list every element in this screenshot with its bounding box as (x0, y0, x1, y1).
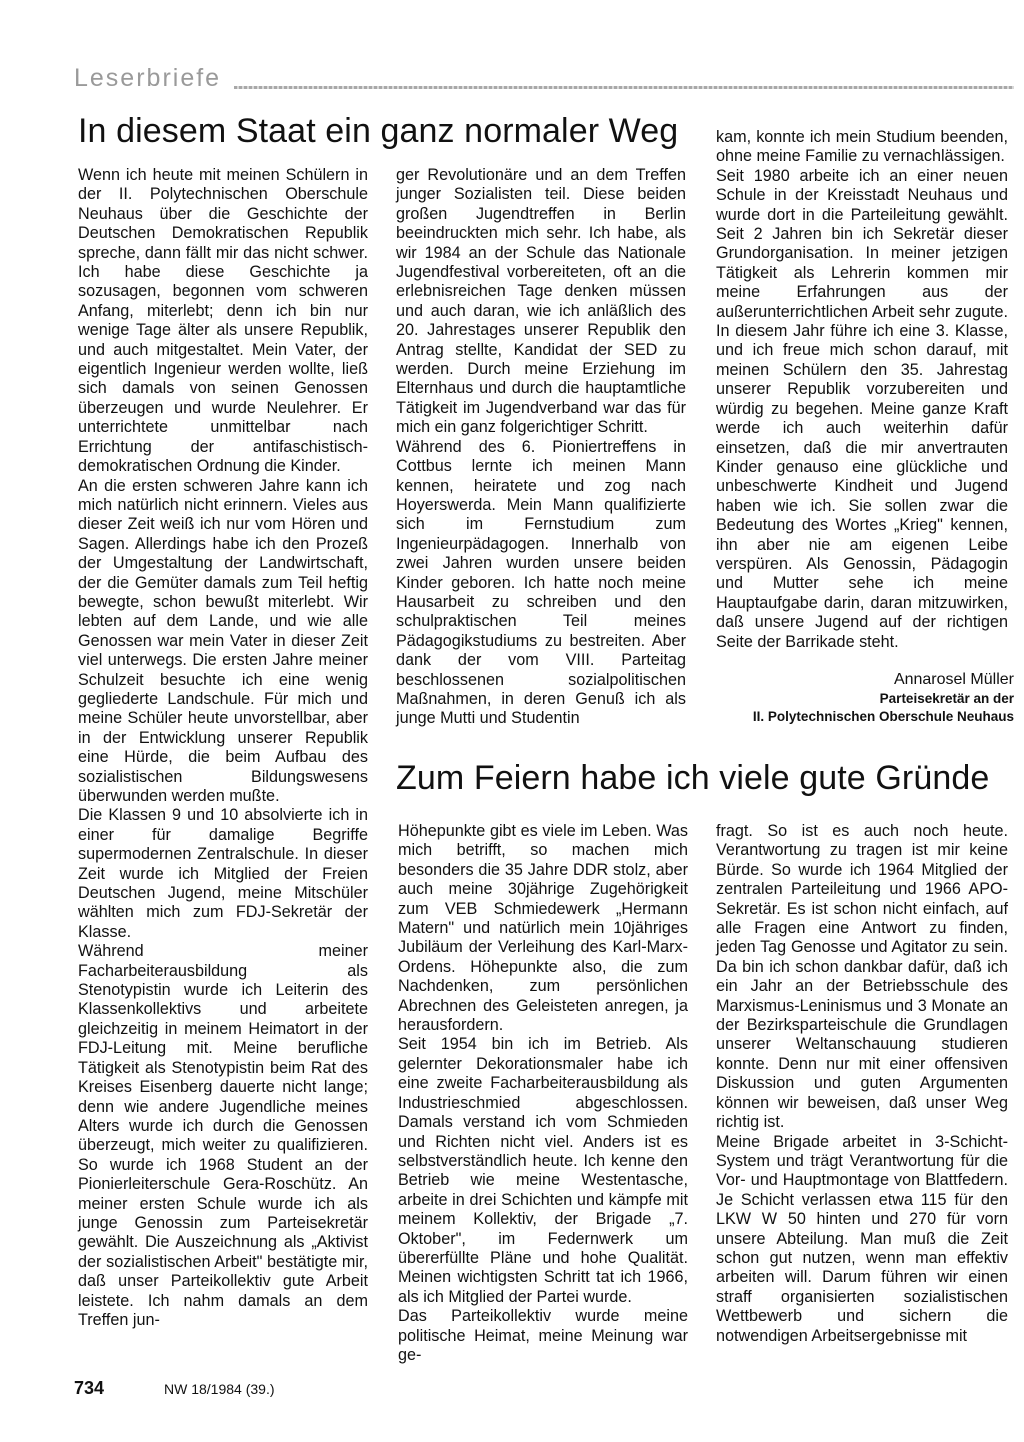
section-header (74, 64, 1014, 104)
section-rule (234, 86, 1014, 89)
paragraph: Wenn ich heute mit meinen Schülern in der II. Polytechnischen Oberschule Neuhaus über die Geschichte der Deutschen Demokratischen Republik spreche, dann fällt mir das nicht schwer. Ich habe diese Geschichte ja sozusagen, begonnen vom schweren Anfang, miterlebt; denn ich bin nur wenige Tage älter als unsere Republik, und auch mitgestaltet. Mein Vater, der eigentlich Ingenieur werden wollte, ließ sich damals von seinen Genossen überzeugen und wurde Neulehrer. Er unterrichtete unmittelbar nach Errichtung der antifaschistisch-demokratischen Ordnung die Kinder. (78, 166, 368, 476)
paragraph: Seit 1980 arbeite ich an einer neuen Schule in der Kreisstadt Neuhaus und wurde dort in die Parteileitung gewählt. Seit 2 Jahren bin ich Sekretär dieser Grundorganisation. In meiner jetzigen Tätigkeit als Lehrerin kommen mir meine Erfahrungen aus der außerunterrichtlichen Arbeit sehr zugute. In diesem Jahr führe ich eine 3. Klasse, und ich freue mich schon darauf, mit meinen Schülern den 35. Jahrestag unserer Republik vorzubereiten und würdig zu begehen. Meine ganze Kraft werde ich auch weiterhin dafür einsetzen, daß die mir anvertrauten Kinder genauso eine glückliche und unbeschwerte Kindheit und Jugend haben wie ich. Sie sollen zwar die Bedeutung des Wortes „Krieg" kennen, ihn aber nie am eigenen Leibe verspüren. Als Genossin, Pädagogin und Mutter sehe ich meine Hauptaufgabe darin, daran mitzuwirken, daß unsere Jugend auf der richtigen Seite der Barrikade steht. (716, 166, 1008, 651)
article2-headline: Zum Feiern habe ich viele gute Gründe (396, 759, 990, 797)
article2-column-2 (716, 822, 1008, 1346)
issue-reference: NW 18/1984 (39.) (164, 1381, 275, 1397)
paragraph: Während des 6. Pioniertreffens in Cottbus lernte ich meinen Mann kennen, heiratete und zog nach Hoyerswerda. Mein Mann qualifizierte sich im Fernstudium zum Ingenieurpädagogen. Innerhalb von zwei Jahren wurden unsere beiden Kinder geboren. Ich hatte noch meine Hausarbeit zu schreiben und den schulpraktischen Teil meines Pädagogikstudiums zu bestreiten. Aber dank der vom VIII. Parteitag beschlossenen sozialpolitischen Maßnahmen, in deren Genuß ich als junge Mutti und Studentin (396, 437, 686, 728)
article1-column-1 (78, 166, 368, 1330)
paragraph: Die Klassen 9 und 10 absolvierte ich in einer für damalige Begriffe supermodernen Zentralschule. In dieser Zeit wurde ich Mitglied der Freien Deutschen Jugend, meine Mitschüler wählten mich zum FDJ-Sekretär der Klasse. (78, 806, 368, 941)
paragraph: An die ersten schweren Jahre kann ich mich natürlich nicht erinnern. Vieles aus dieser Zeit weiß ich nur vom Hören und Sagen. Allerdings habe ich den Prozeß der Umgestaltung der Landwirtschaft, der die Gemüter damals zum Teil heftig bewegte, schon bewußt miterlebt. Wir lebten auf dem Lande, und wie alle Genossen war mein Vater in dieser Zeit viel unterwegs. Die ersten Jahre meiner Schulzeit besuchte ich eine wenig gegliederte Landschule. Für mich und meine Schüler heute unvorstellbar, aber in der Entwicklung unserer Republik eine Hürde, die beim Aufbau des sozialistischen Bildungswesens überwunden werden mußte. (78, 476, 368, 805)
page-number: 734 (74, 1378, 105, 1398)
page-footer (74, 1378, 474, 1402)
paragraph: kam, konnte ich mein Studium beenden, ohne meine Familie zu vernachlässigen. (716, 128, 1008, 166)
signature-block (712, 670, 1014, 726)
section-label: Leserbriefe (74, 64, 222, 92)
author-school: II. Polytechnischen Oberschule Neuhaus (752, 709, 1014, 724)
article2-column-1 (398, 822, 688, 1365)
paragraph: Während meiner Facharbeiterausbildung als Stenotypistin wurde ich Leiterin des Klassenkollektivs und arbeitete gleichzeitig in meinem Heimatort in der FDJ-Leitung mit. Meine berufliche Tätigkeit als Stenotypistin beim Rat des Kreises Eisenberg dauerte nicht lange; denn wie andere Jugendliche meines Alters wurde ich durch die Genossen überzeugt, mich weiter zu qualifizieren. So wurde ich 1968 Student an der Pionierleiterschule Gera-Roschütz. An meiner ersten Schule wurde ich als junge Genossin zum Parteisekretär gewählt. Die Auszeichnung als „Aktivist der sozialistischen Arbeit" bestätigte mir, daß unser Parteikollektiv gute Arbeit leistete. Ich nahm damals an dem Treffen jun- (78, 942, 368, 1329)
author-name: Annarosel Müller (893, 671, 1014, 688)
paragraph: fragt. So ist es auch noch heute. Verantwortung zu tragen ist mir keine Bürde. So wurde ich 1964 Mitglied der zentralen Parteileitung und 1966 APO-Sekretär. Es ist schon nicht einfach, auf alle Fragen eine Antwort zu finden, jeden Tag Genosse und Agitator zu sein. Da bin ich schon dankbar dafür, daß ich ein Jahr an der Betriebsschule des Marxismus-Leninismus und 3 Monate an der Bezirksparteischule die Grundlagen unserer Weltanschauung studieren konnte. Denn nur mit einer offensiven Diskussion und guten Argumenten können wir beweisen, daß unser Weg richtig ist. (716, 822, 1008, 1132)
paragraph: ger Revolutionäre und an dem Treffen junger Sozialisten teil. Diese beiden großen Jugendtreffen in Berlin beeindruckten mich sehr. Ich habe, als wir 1984 an der Schule das Nationale Jugendfestival vorbereiteten, oft an die erlebnisreichen Tage denken müssen und auch daran, wie ich anläßlich des 20. Jahrestages unserer Republik den Antrag stellte, Kandidat der SED zu werden. Durch meine Erziehung im Elternhaus und durch die hauptamtliche Tätigkeit im Jugendverband war das für mich ein ganz folgerichtiger Schritt. (396, 166, 686, 437)
paragraph: Seit 1954 bin ich im Betrieb. Als gelernter Dekorationsmaler habe ich eine zweite Facharbeiterausbildung als Industrieschmied abgeschlossen. Damals verstand ich vom Schmieden und Richten nicht viel. Anders ist es selbstverständlich heute. Ich kenne den Betrieb wie meine Westentasche, arbeite in drei Schichten und kämpfe mit meinem Kollektiv, der Brigade „7. Oktober", im Federnwerk um übererfüllte Pläne und hohe Qualität. Meinen wichtigsten Schritt tat ich 1966, als ich Mitglied der Partei wurde. (398, 1035, 688, 1306)
paragraph: Das Parteikollektiv wurde meine politische Heimat, meine Meinung war ge- (398, 1307, 688, 1364)
paragraph: Meine Brigade arbeitet in 3-Schicht-System und trägt Verantwortung für die Vor- und Hauptmontage von Blattfedern. Je Schicht verlassen etwa 115 für den LKW W 50 hinten und 270 für vorn unsere Abteilung. Man muß die Zeit schon gut nutzen, wenn man effektiv arbeiten will. Darum führen wir einen straff organisierten sozialistischen Wettbewerb und sichern die notwendigen Arbeitsergebnisse mit (716, 1132, 1008, 1345)
article1-column-3 (716, 128, 1008, 652)
article1-column-2 (396, 166, 686, 729)
paragraph: Höhepunkte gibt es viele im Leben. Was mich betrifft, so machen mich besonders die 35 Jahre DDR stolz, aber auch meine 30jährige Zugehörigkeit zum VEB Schmiedewerk „Hermann Matern" und natürlich mein 10jähriges Jubiläum der Verleihung des Karl-Marx-Ordens. Höhepunkte also, die zum Nachdenken, zum persönlichen Abrechnen des Geleisteten anregen, ja herausfordern. (398, 822, 688, 1035)
author-role: Parteisekretär an der (879, 691, 1014, 706)
article1-headline: In diesem Staat ein ganz normaler Weg (78, 112, 679, 150)
